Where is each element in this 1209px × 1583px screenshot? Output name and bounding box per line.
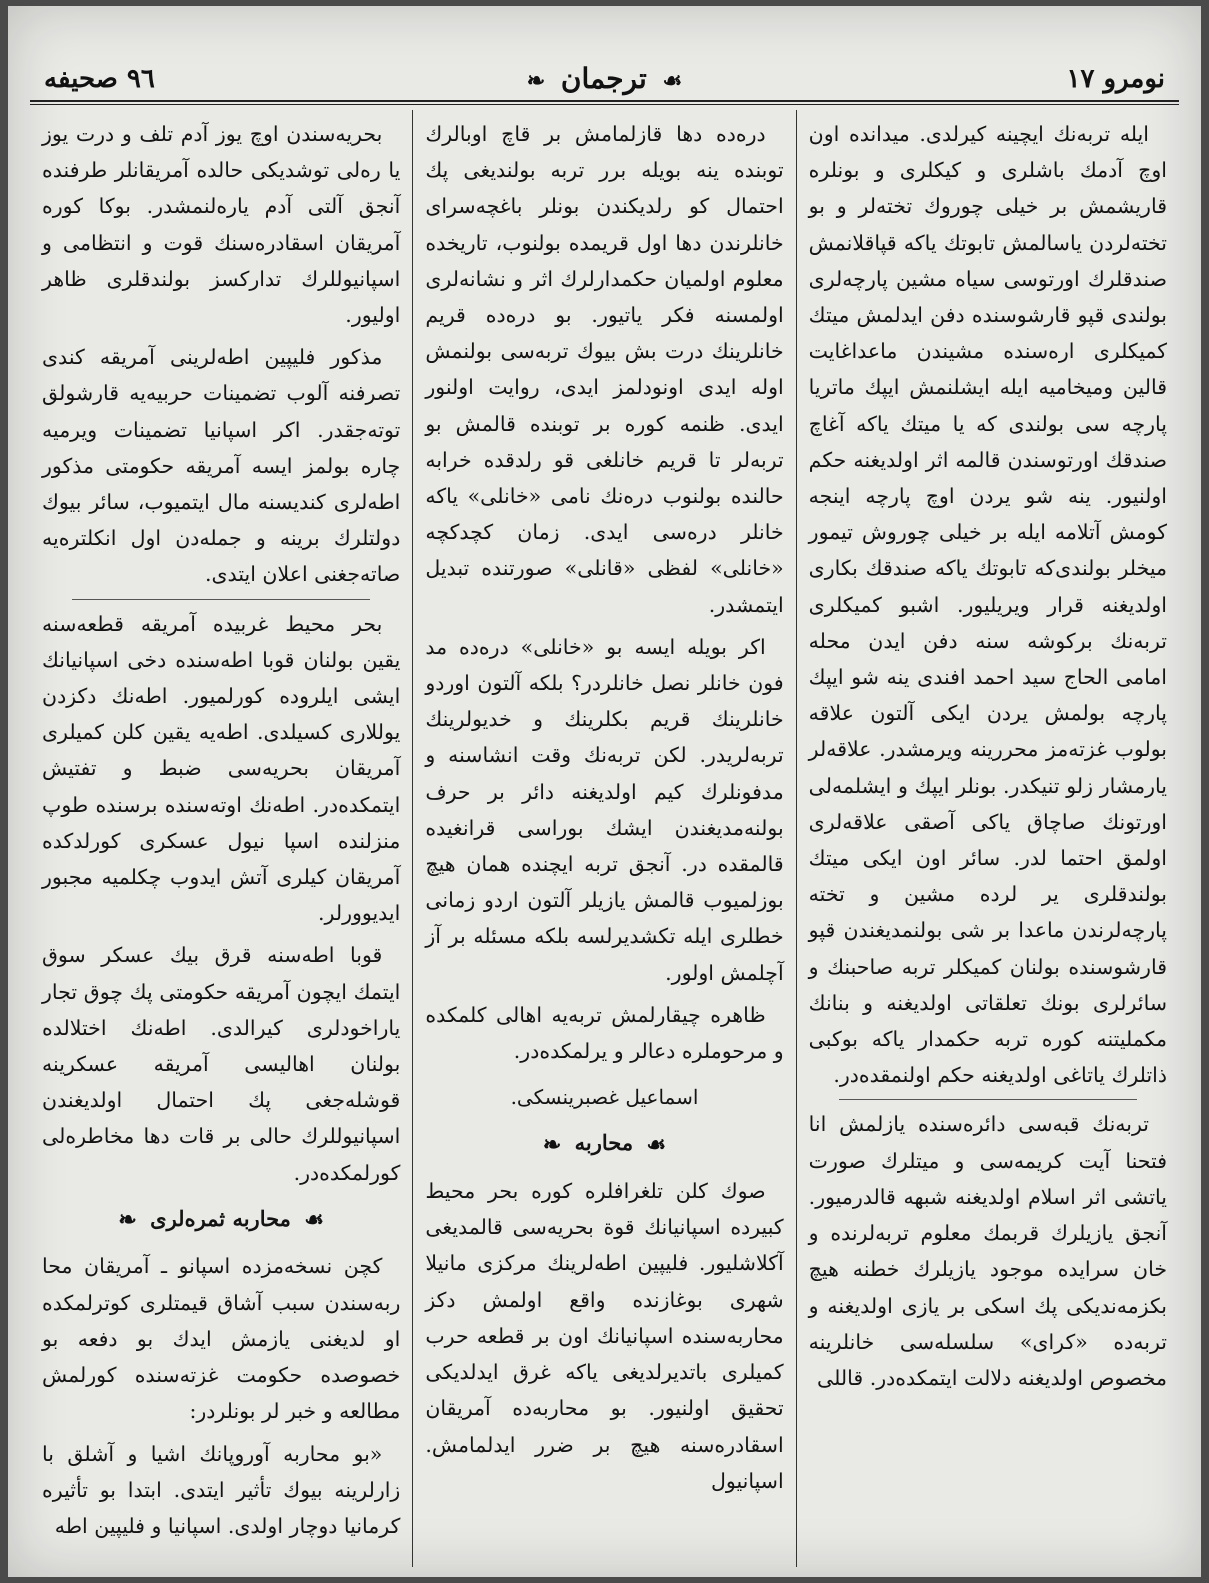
paragraph: ظاهره چيقارلمش تربه‌يه اهالى كلمكده و مرحوملره دعالر و يرلمكده‌در.: [425, 1002, 784, 1064]
newspaper-name: ترجمان: [560, 62, 647, 95]
header-rule: [30, 100, 1179, 105]
paragraph: بحر محيط غربيده آمريقه قطعه‌سنه يقين بولنان قوبا اطه‌سنده دخى اسپانيانك ايشى ايلروده كورلميور. اطه‌نك دكزدن يوللارى كسيلدى. اطه‌يه يقين كلن كميلرى آمريقان بحريه‌سى ضبط و تفتيش ايتمكده‌در. اطه‌نك اوته‌سنده برسنده طوپ منزلنده اسپا نيول عسكرى كورلدكده آمريقان كيلرى آتش ايدوب چكلميه مجبور ايديوورلر.: [42, 611, 401, 926]
heading-ornament-icon: ☙: [304, 1207, 324, 1234]
divider: [839, 1099, 1137, 1100]
text-columns: [30, 110, 1179, 1567]
column-middle: [412, 110, 796, 1567]
heading-ornament-icon: ☙: [646, 1131, 667, 1158]
divider: [72, 599, 370, 600]
section-heading-war-results: [42, 1201, 400, 1239]
paragraph: تربه‌نك قبه‌سى دائره‌سنده يازلمش انا فتحنا آيت كريمه‌سى و ميتلرك صورت يا‌تشى اثر اسلام اولديغنه شبهه قالدرميور. آنجق يازيلرك قربمك معلوم تربه‌لرنده و خان سرايده موجود يازيلرك خطنه هيچ بكزمه‌نديكى پك اسكى بر يازى اولديغنه و تربه‌ده «كراى» سلسله‌سى خانلرينه مخصوص اولديغنه دلالت ايتمكده‌در. قاللى: [808, 1112, 1167, 1390]
paragraph: دره‌ده دها قازلمامش بر قاچ اوبالرك توبنده ينه بويله برر تربه بولنديغى پك احتمال كو رلديكندن بونلر باغچه‌سراى خانلرندن دها اول قريمده بولنوب، تاريخده معلوم اولميان حكمدارلرك اثر و نشانه‌لرى اولمسنه فكر ياتيور. بو دره‌ده قريم خانلرينك درت بش بيوك تربه‌سى بولنمش اوله ايدى اونودلمز ايدى، روايت اولنور ايدى. ظنمه كوره بر توبنده قالمش بو تربه‌لر تا قريم خانلغى قو رلدقده خرابه حالنده بولنوب دره‌نك نامى «خانلى» ياكه خانلر دره‌سى ايدى. زمان كچدكچه «خانلى» لفظى «قانلى» صورتنده تبديل ايتمشدر.: [425, 122, 784, 617]
issue-number: نومرو ١٧: [1066, 64, 1165, 94]
column-left: [30, 110, 412, 1567]
heading-text: محاربه: [574, 1130, 634, 1156]
author-signature: اسماعيل غصبرينسكى.: [510, 1085, 699, 1110]
newspaper-page: [8, 6, 1201, 1577]
paragraph: «بو محاربه آوروپانك اشيا و آشلق با زارلرينه بيوك تأثير ايتدى. ابتدا بو تأثيره كرمانيا دوچار اولدى. اسپانيا و فليپين اطه: [42, 1441, 401, 1538]
column-right: [797, 110, 1179, 1567]
page-header: [30, 54, 1179, 100]
paragraph: كچن نسخه‌مزده اسپانو ـ آمريقان محا ربه‌سندن سبب آشاق قيمتلرى كوترلمكده او لديغنى يازمش ايدك بو دفعه بو خصوصده حكومت غزته‌سنده كورلمش مطالعه و خبر لر بونلردر:: [42, 1254, 401, 1424]
paragraph: مذكور فليپين اطه‌لرينى آمريقه كندى تصرفنه آلوب تضمينات حربيه‌يه قارشولق توته‌جقدر. اكر اسپانيا تضمينات ويرميه چاره بولمز ايسه آمريقه حكومتى مذكور اطه‌لرى كنديسنه مال ايتميوب، سائر بيوك دولتلرك برينه و جمله‌دن اول انكلتره‌يه صاته‌جغنى اعلان ايتدى.: [42, 345, 401, 587]
section-heading-war: [425, 1125, 783, 1163]
masthead-title: [30, 62, 1179, 95]
paragraph: اكر بويله ايسه بو «خانلى» دره‌ده مد فون خانلر نصل خانلردر؟ بلكه آلتون اوردو خانلرينك قريم بكلرينك و خديولرينك تربه‌لريدر. لكن تربه‌نك وقت انشاسنه و مدفونلرك كيم اولديغنه دائر بر حرف بو‌لنه‌مديغندن ايشك بوراسى قرانغيده قالمقده در. آنجق تربه ايچنده همان هيچ بو‌زلميوب قالمش يازيلر آلتون اردو زمانى خطلرى ايله تكشديرلسه بلكه مسئله بر آز آچلمش اولور.: [425, 634, 784, 985]
paragraph: ايله تربه‌نك ايچينه كيرلدى. ميدانده اون اوچ آدمك باشلرى و كيكلرى و بونلره قاريشمش بر خيلى چوروك تخته‌لر و بو تخته‌لردن ياسالمش تابوتك ياكه قپاقلانمش صندقلرك اورتوسى سياه مشين پارچه‌لرى بولندى قپو قارشوسنده دفن ايدلمش ميتك كميكلرى ارەسنده مشيندن ماعداغايت قالين وميخاميه ايله ايشلنمش ايپك ماتريا پارچه سى بولندى كه يا ميتك ياكه آغاچ صندقك اورتوسندن قالمه اثر اولديغنه حكم اولنيور. ينه شو يردن اوچ پارچه اينجه كومش آتلامه ايله بر خيلى چوروش تيمور ميخلر بولندى‌كه تابوتك ياكه صندقك بكارى اولديغنه قرار ويريليور. اشبو كميكلرى تربه‌نك بركوشه سنه دفن ايدن محله امامى الحاج سيد احمد افندى ينه شو ايپك پارچه بولمش يردن ايكى آلتون علاقه بولوب غزته‌مز محررينه ويرمشدر. علاقه‌لر يارمشار زلو تنيكدر. بونلر ايپك و ايشلمه‌لى اورتونك صاچاق ياكى آصقى علاقه‌لرى اولمق احتما لدر. سائر اون ايكى ميتك بولندقلرى ير لرده مشين و تخته پارچه‌لرندن ماعدا بر شى بولنمديغندن قپو قارشوسنده بولنان كميكلر تربه صاحبنك و سائرلرى بونك تعلقاتى اولديغنه و بنانك مكمليتنه كوره تربه حكمدار ياكه بوكبى ذاتلرك ياتاغى اولديغنه حكم اولنمقده‌در.: [808, 122, 1167, 1088]
page-number: ٩٦ صحيفه: [44, 64, 155, 94]
paragraph: قوبا اطه‌سنه قرق بيك عسكر سوق ايتمك ايچون آمريقه حكومتى پك چوق تجار ياراخودلرى كيرالدى. اطه‌نك اختلالده بولنان اهاليسى آمريقه عسكرينه قوشله‌جغى پك احتمال اولديغندن اسپانيوللرك حالى بر قات دها مخاطره‌لى كورلمكده‌در.: [42, 943, 401, 1185]
ornament-left-icon: ❧: [526, 67, 546, 94]
paragraph: صوك كلن تلغرافلره كوره بحر محيط كبيرده اسپانيانك قوة بحريه‌سى قالمديغى آكلاشليور. فليپين اطه‌لرينك مركزى مانيلا شهرى بوغازنده واقع اولمش دكز محاربه‌سنده اسپانيانك اون بر قطعه حرب كميلرى باتديرلديغى ياكه غرق ايدلديكى تحقيق اولنيور. بو محاربه‌ده آمريقان اسقا‌دره‌سنه هيچ بر ضرر ايدلمامش. اسپانيول: [425, 1179, 784, 1493]
heading-text: محاربه ثمره‌لرى: [150, 1205, 291, 1231]
heading-ornament-icon: ❧: [542, 1131, 562, 1158]
paragraph: بحريه‌سندن اوچ يوز آدم تلف و درت يوز يا رەلى توشديكى حالده آمريقانلر طرفنده آنجق آلتى آدم ياره‌لنمشدر. بوكا كوره آمريقان اسقادره‌سنك قوت و انتظامى و اسپانيوللرك تدارکسز بولندقلرى ظاهر اوليور.: [42, 122, 401, 328]
heading-ornament-icon: ❧: [118, 1207, 137, 1234]
ornament-right-icon: ☙: [662, 67, 683, 94]
